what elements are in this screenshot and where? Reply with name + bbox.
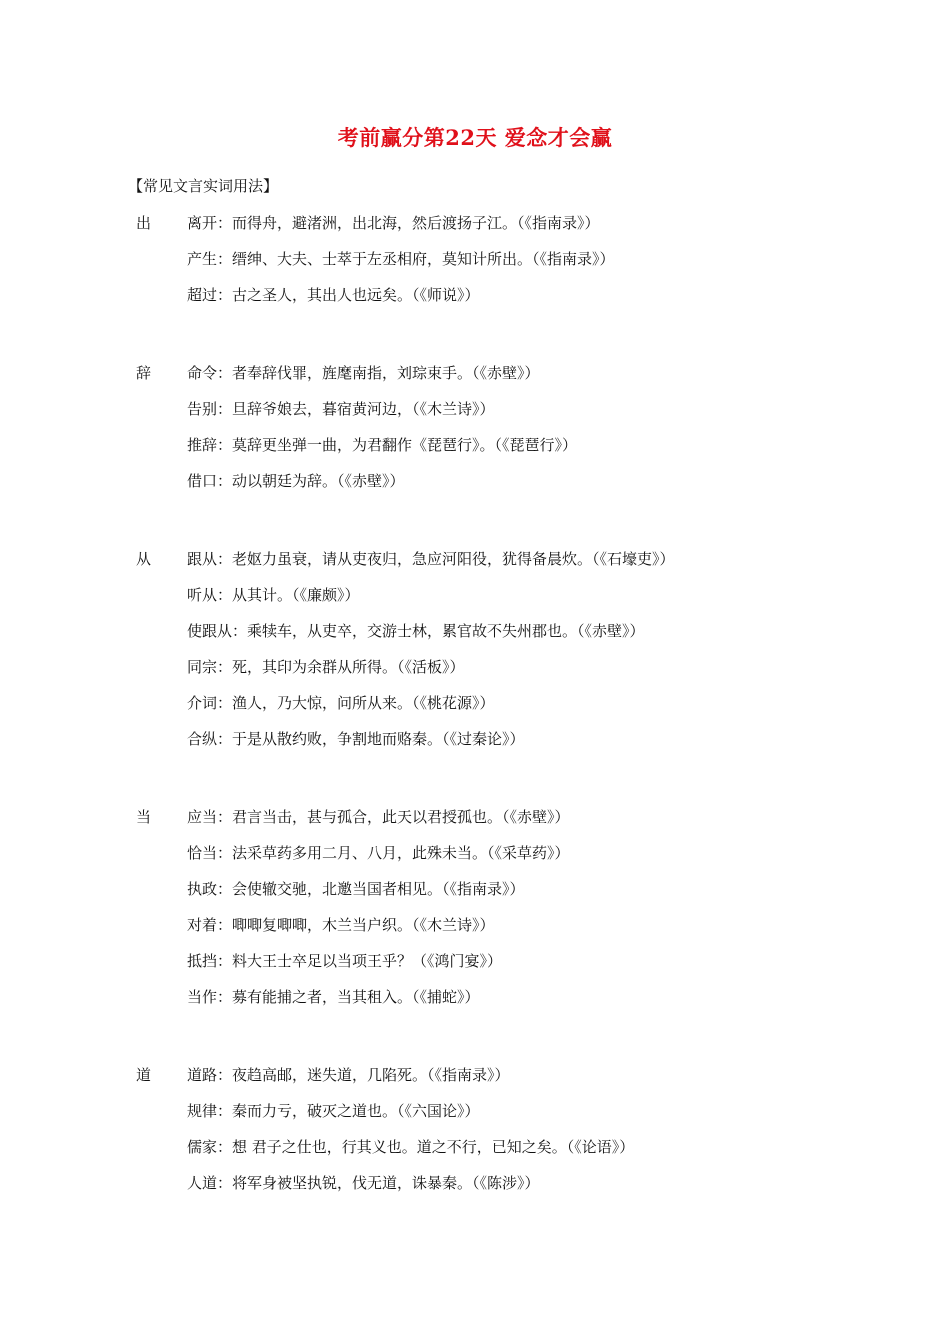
entry-meaning: 规律：秦而力亏，破灭之道也。（《六国论》）: [187, 1102, 480, 1120]
entry-meaning: 儒家：想 君子之仕也，行其义也。道之不行，已知之矣。（《论语》）: [187, 1138, 635, 1156]
entry-gap: [0, 1015, 950, 1057]
entry-word: 当: [136, 808, 152, 826]
entry-meaning: 介词：渔人，乃大惊，问所从来。（《桃花源》）: [187, 694, 495, 712]
entry-word: 辞: [136, 364, 152, 382]
entry-word: 从: [136, 550, 152, 568]
entry-meaning: 告别：旦辞爷娘去，暮宿黄河边，（《木兰诗》）: [187, 400, 495, 418]
entry-meaning: 人道：将军身被坚执锐，伐无道，诛暴秦。（《陈涉》）: [187, 1174, 540, 1192]
entry-meaning: 同宗：死，其印为余群从所得。（《活板》）: [187, 658, 465, 676]
entry-meaning: 恰当：法采草药多用二月、八月，此殊未当。（《采草药》）: [187, 844, 570, 862]
entry-meaning: 合纵：于是从散约败，争割地而赂秦。（《过秦论》）: [187, 730, 525, 748]
entry-dang: [0, 799, 950, 1015]
entry-meaning: 超过：古之圣人，其出人也远矣。（《师说》）: [187, 286, 480, 304]
entry-word: 道: [136, 1066, 152, 1084]
entry-list: [0, 205, 950, 1201]
entry-chu: [0, 205, 950, 313]
entry-dao: [0, 1057, 950, 1201]
entry-cong: [0, 541, 950, 757]
entry-meaning: 听从：从其计。（《廉颇》）: [187, 586, 360, 604]
entry-word: 出: [136, 214, 152, 232]
entry-gap: [0, 313, 950, 355]
entry-meaning: 使跟从：乘犊车，从吏卒，交游士林，累官故不失州郡也。（《赤壁》）: [187, 622, 645, 640]
entry-meaning: 推辞：莫辞更坐弹一曲，为君翻作《琵琶行》。（《琵琶行》）: [187, 436, 578, 454]
entry-meaning: 抵挡：料大王士卒足以当项王乎？（《鸿门宴》）: [187, 952, 503, 970]
page-title: 考前赢分第22天 爱念才会赢: [337, 125, 613, 150]
entry-meaning: 借口：动以朝廷为辞。（《赤壁》）: [187, 472, 405, 490]
entry-meaning: 跟从：老妪力虽衰，请从吏夜归，急应河阳役，犹得备晨炊。（《石壕吏》）: [187, 550, 675, 568]
section-heading: 【常见文言实词用法】: [128, 177, 279, 195]
entry-meaning: 执政：会使辙交驰，北邀当国者相见。（《指南录》）: [187, 880, 525, 898]
entry-meaning: 当作：募有能捕之者，当其租入。（《捕蛇》）: [187, 988, 480, 1006]
entry-meaning: 道路：夜趋高邮，迷失道，几陷死。（《指南录》）: [187, 1066, 510, 1084]
entry-gap: [0, 499, 950, 541]
entry-ci: [0, 355, 950, 499]
entry-meaning: 命令：者奉辞伐罪，旌麾南指，刘琮束手。（《赤壁》）: [187, 364, 540, 382]
entry-gap: [0, 757, 950, 799]
entry-meaning: 产生：缙绅、大夫、士萃于左丞相府，莫知计所出。（《指南录》）: [187, 250, 615, 268]
entry-meaning: 离开：而得舟，避渚洲，出北海，然后渡扬子江。（《指南录》）: [187, 214, 600, 232]
entry-meaning: 应当：君言当击，甚与孤合，此天以君授孤也。（《赤壁》）: [187, 808, 570, 826]
entry-meaning: 对着：唧唧复唧唧，木兰当户织。（《木兰诗》）: [187, 916, 495, 934]
